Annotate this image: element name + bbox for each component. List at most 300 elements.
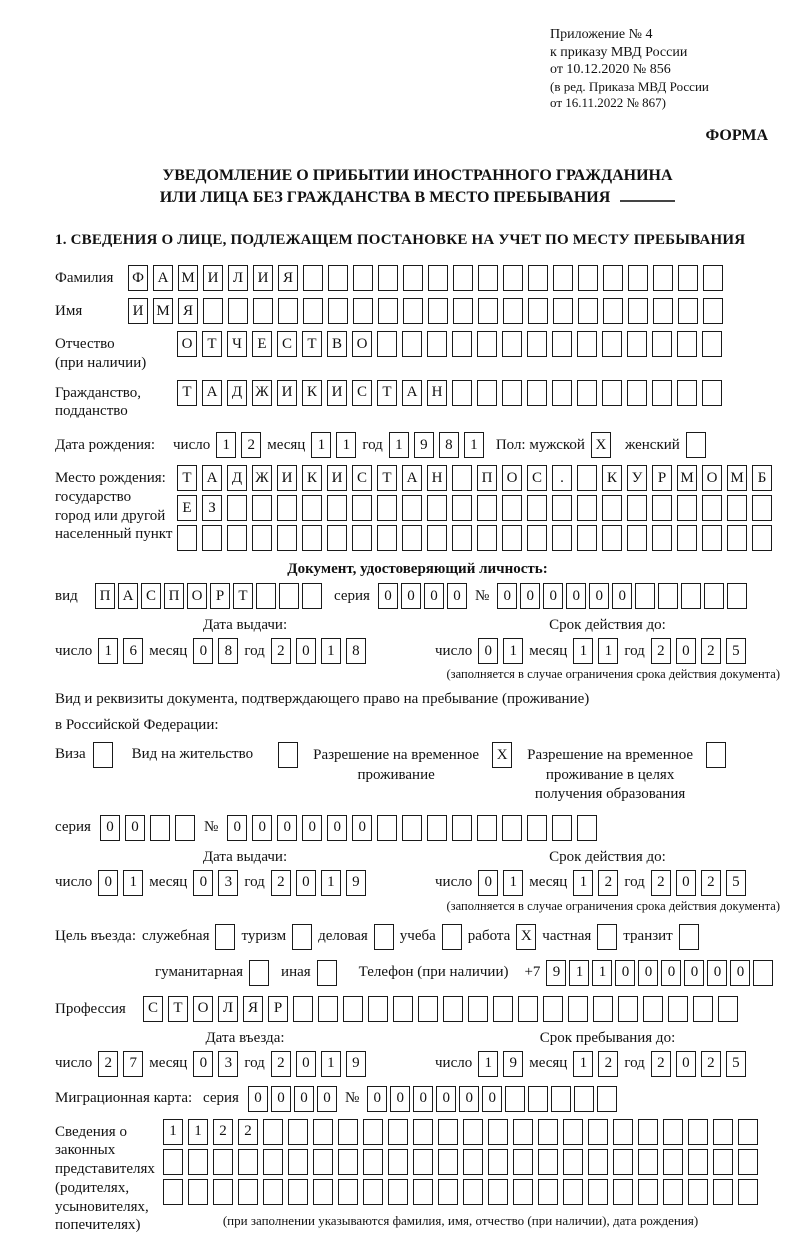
- form-cell: [413, 1179, 433, 1205]
- birth-place-cells-row1: [177, 465, 772, 491]
- birth-place-label-line3: город или другой: [55, 507, 166, 524]
- form-cell: [627, 380, 647, 406]
- form-cell: 0: [327, 815, 347, 841]
- form-cell: 2: [598, 870, 618, 896]
- form-cell: Ж: [252, 465, 272, 491]
- form-cell: 0: [447, 583, 467, 609]
- form-cell: 1: [503, 638, 523, 664]
- form-cell: [413, 1119, 433, 1145]
- residence-valid-note: (заполняется в случае ограничения срока действия документа): [446, 898, 780, 913]
- surname-row: [55, 265, 780, 291]
- form-cell: 1: [311, 432, 331, 458]
- doc-series-label: серия: [334, 587, 370, 604]
- month-cells: [573, 1051, 618, 1077]
- form-cell: [505, 1086, 525, 1112]
- purpose-official-checkbox: [215, 924, 235, 950]
- form-cell: 0: [277, 815, 297, 841]
- form-cell: 5: [726, 870, 746, 896]
- form-cell: [478, 265, 498, 291]
- form-cell: О: [193, 996, 213, 1022]
- form-cell: А: [202, 465, 222, 491]
- year-cells: [271, 638, 366, 664]
- form-cell: [574, 1086, 594, 1112]
- form-cell: 1: [336, 432, 356, 458]
- doc-number-cells: [497, 583, 747, 609]
- visa-label: Виза: [55, 746, 86, 763]
- name-row: [55, 298, 780, 324]
- month-cells: [311, 432, 356, 458]
- surname-cells: [128, 265, 723, 291]
- year-label: год: [244, 1055, 265, 1072]
- form-cell: [502, 815, 522, 841]
- form-cell: 2: [213, 1119, 233, 1145]
- form-cell: 2: [271, 1051, 291, 1077]
- issued-date-group: [55, 638, 366, 664]
- form-cell: [652, 495, 672, 521]
- purpose-label: Цель въезда:: [55, 928, 136, 945]
- residence-issued-col: [55, 849, 435, 896]
- representatives-label-line4: (родителях,: [55, 1179, 130, 1196]
- form-cell: [353, 298, 373, 324]
- year-label: год: [244, 642, 265, 659]
- form-cell: 1: [321, 638, 341, 664]
- form-cell: 1: [573, 638, 593, 664]
- form-cell: [378, 265, 398, 291]
- year-cells: [271, 870, 366, 896]
- form-cell: [538, 1119, 558, 1145]
- form-cell: [427, 495, 447, 521]
- form-cell: [488, 1179, 508, 1205]
- form-cell: [628, 298, 648, 324]
- residence-permit-label: Вид на жительство: [131, 746, 254, 763]
- form-cell: [427, 525, 447, 551]
- form-cell: С: [527, 465, 547, 491]
- form-cell: [603, 265, 623, 291]
- year-label: год: [362, 436, 383, 453]
- form-cell: П: [477, 465, 497, 491]
- form-cell: [602, 495, 622, 521]
- form-cell: [303, 298, 323, 324]
- form-cell: Л: [218, 996, 238, 1022]
- purpose-opt-label: транзит: [623, 928, 673, 945]
- migration-card-label: Миграционная карта:: [55, 1090, 193, 1107]
- form-cell: 2: [98, 1051, 118, 1077]
- form-cell: Т: [177, 380, 197, 406]
- form-cell: [402, 331, 422, 357]
- form-cell: П: [95, 583, 115, 609]
- residence-valid-col: [435, 849, 780, 896]
- purpose-tourism-checkbox: [292, 924, 312, 950]
- form-cell: [578, 298, 598, 324]
- representatives-label-line1: Сведения о: [55, 1123, 127, 1140]
- day-label: число: [173, 436, 211, 453]
- form-cell: Л: [228, 265, 248, 291]
- month-cells: [573, 870, 618, 896]
- form-cell: [163, 1179, 183, 1205]
- residence-series-label: серия: [55, 819, 91, 836]
- form-cell: [150, 815, 170, 841]
- form-cell: [613, 1119, 633, 1145]
- form-cell: 0: [661, 960, 681, 986]
- form-cell: [278, 298, 298, 324]
- migration-series-cells: [248, 1086, 337, 1112]
- doc-kind-cells: [95, 583, 322, 609]
- form-cell: 5: [726, 638, 746, 664]
- form-cell: [627, 495, 647, 521]
- form-cell: [452, 380, 472, 406]
- form-cell: 1: [321, 1051, 341, 1077]
- form-cell: 0: [730, 960, 750, 986]
- valid-date-group: [435, 638, 746, 664]
- valid-date-group: [435, 870, 746, 896]
- form-cell: 1: [188, 1119, 208, 1145]
- form-cell: 2: [651, 638, 671, 664]
- form-cell: [277, 525, 297, 551]
- form-cell: 0: [482, 1086, 502, 1112]
- representatives-label: [55, 1119, 155, 1235]
- citizenship-label: [55, 380, 177, 422]
- form-cell: Я: [243, 996, 263, 1022]
- form-cell: [427, 331, 447, 357]
- form-cell: [313, 1179, 333, 1205]
- form-cell: [279, 583, 299, 609]
- patronymic-label-line2: (при наличии): [55, 354, 147, 371]
- form-cell: [477, 380, 497, 406]
- form-cell: М: [677, 465, 697, 491]
- form-cell: [628, 265, 648, 291]
- form-cell: [602, 525, 622, 551]
- form-cell: [663, 1119, 683, 1145]
- month-label: месяц: [529, 642, 568, 659]
- form-cell: А: [402, 380, 422, 406]
- form-cell: [563, 1179, 583, 1205]
- phone-prefix: +7: [524, 964, 541, 981]
- form-cell: [252, 525, 272, 551]
- form-cell: [252, 495, 272, 521]
- form-cell: 1: [216, 432, 236, 458]
- form-cell: [713, 1119, 733, 1145]
- form-cell: 2: [651, 1051, 671, 1077]
- purpose-opt-label: частная: [542, 928, 592, 945]
- form-cell: В: [327, 331, 347, 357]
- form-cell: 0: [100, 815, 120, 841]
- sex-female-label: женский: [624, 436, 680, 453]
- form-cell: [478, 298, 498, 324]
- form-cell: [313, 1119, 333, 1145]
- form-title-line1: УВЕДОМЛЕНИЕ О ПРИБЫТИИ ИНОСТРАННОГО ГРАЖДАНИНА: [162, 167, 673, 184]
- section1-heading: 1. СВЕДЕНИЯ О ЛИЦЕ, ПОДЛЕЖАЩЕМ ПОСТАНОВКЕ НА УЧЕТ ПО МЕСТУ ПРЕБЫВАНИЯ: [55, 232, 746, 249]
- form-cell: [577, 380, 597, 406]
- form-cell: [738, 1149, 758, 1175]
- representatives-cells: [163, 1119, 758, 1229]
- citizenship-label-line2: подданство: [55, 403, 128, 420]
- form-cell: 9: [346, 1051, 366, 1077]
- citizenship-cells: [177, 380, 722, 406]
- form-cell: [553, 265, 573, 291]
- form-cell: [552, 815, 572, 841]
- forma-label: ФОРМА: [705, 127, 768, 144]
- form-cell: [493, 996, 513, 1022]
- form-cell: 0: [367, 1086, 387, 1112]
- form-cell: .: [552, 465, 572, 491]
- form-cell: [177, 525, 197, 551]
- form-cell: И: [128, 298, 148, 324]
- purpose-work-checkbox: X: [516, 924, 536, 950]
- form-cell: [393, 996, 413, 1022]
- purpose-row2: [155, 960, 780, 986]
- form-cell: 0: [193, 1051, 213, 1077]
- form-cell: П: [164, 583, 184, 609]
- form-cell: [388, 1149, 408, 1175]
- form-cell: Р: [210, 583, 230, 609]
- form-cell: С: [352, 465, 372, 491]
- citizenship-label-line1: Гражданство,: [55, 384, 142, 401]
- appendix-line: от 16.11.2022 № 867): [550, 94, 667, 110]
- form-cell: [313, 1149, 333, 1175]
- month-label: месяц: [149, 1055, 188, 1072]
- day-label: число: [55, 874, 93, 891]
- form-cell: 0: [478, 638, 498, 664]
- form-cell: 0: [352, 815, 372, 841]
- form-cell: [188, 1149, 208, 1175]
- representatives-cells-row2: [163, 1149, 758, 1175]
- form-cell: [552, 331, 572, 357]
- temp-residence-option: [307, 742, 512, 785]
- residence-intro-line1: Вид и реквизиты документа, подтверждающего право на пребывание (проживание): [55, 691, 590, 708]
- form-cell: [256, 583, 276, 609]
- form-cell: [477, 331, 497, 357]
- form-cell: 0: [302, 815, 322, 841]
- form-cell: 0: [543, 583, 563, 609]
- form-cell: [213, 1179, 233, 1205]
- form-cell: 0: [294, 1086, 314, 1112]
- entry-date-group: [55, 1051, 366, 1077]
- purpose-row: [55, 924, 780, 950]
- form-cell: 1: [389, 432, 409, 458]
- form-cell: [527, 525, 547, 551]
- form-cell: 1: [573, 1051, 593, 1077]
- form-cell: [613, 1179, 633, 1205]
- visa-checkbox: [93, 742, 113, 768]
- form-cell: [227, 525, 247, 551]
- stay-until-heading: Срок пребывания до:: [539, 1029, 676, 1046]
- form-cell: [577, 525, 597, 551]
- form-cell: 0: [676, 870, 696, 896]
- form-cell: [588, 1119, 608, 1145]
- purpose-opt-label: работа: [467, 928, 511, 945]
- appendix-line: (в ред. Приказа МВД России: [550, 78, 709, 94]
- form-cell: [388, 1179, 408, 1205]
- form-cell: [553, 298, 573, 324]
- form-cell: 0: [296, 870, 316, 896]
- purpose-opt-label: деловая: [318, 928, 368, 945]
- form-cell: 1: [573, 870, 593, 896]
- form-cell: Е: [177, 495, 197, 521]
- form-cell: 8: [346, 638, 366, 664]
- valid-heading: Срок действия до:: [549, 848, 666, 865]
- form-cell: [577, 815, 597, 841]
- form-cell: [477, 525, 497, 551]
- representatives-label-line2: законных: [55, 1142, 116, 1159]
- representatives-label-line6: попечителях): [55, 1217, 141, 1234]
- form-cell: [638, 1149, 658, 1175]
- representatives-label-line3: представителях: [55, 1161, 155, 1178]
- purpose-opt-label: туризм: [241, 928, 287, 945]
- form-cell: [377, 815, 397, 841]
- day-cells: [216, 432, 261, 458]
- form-cell: [468, 996, 488, 1022]
- form-cell: [703, 265, 723, 291]
- identity-valid-note: (заполняется в случае ограничения срока действия документа): [446, 667, 780, 682]
- form-cell: [302, 525, 322, 551]
- migration-series-label: серия: [203, 1090, 239, 1107]
- form-cell: О: [702, 465, 722, 491]
- purpose-private-checkbox: [597, 924, 617, 950]
- day-label: число: [435, 1055, 473, 1072]
- form-cell: И: [277, 465, 297, 491]
- edu-residence-label: Разрешение на временное проживание в целях получения образования: [527, 747, 694, 803]
- form-cell: [238, 1149, 258, 1175]
- patronymic-row: [55, 331, 780, 373]
- day-label: число: [55, 642, 93, 659]
- form-cell: [463, 1179, 483, 1205]
- identity-doc-dates: [55, 617, 780, 664]
- form-cell: 0: [459, 1086, 479, 1112]
- form-cell: [738, 1179, 758, 1205]
- form-cell: [402, 525, 422, 551]
- form-cell: [328, 265, 348, 291]
- form-cell: И: [327, 380, 347, 406]
- form-cell: [302, 583, 322, 609]
- form-cell: 0: [296, 1051, 316, 1077]
- form-cell: [263, 1179, 283, 1205]
- form-cell: 1: [592, 960, 612, 986]
- form-cell: [288, 1119, 308, 1145]
- year-cells: [271, 1051, 366, 1077]
- form-cell: [552, 525, 572, 551]
- form-cell: [328, 298, 348, 324]
- form-cell: О: [352, 331, 372, 357]
- name-cells: [128, 298, 723, 324]
- profession-label: Профессия: [55, 1000, 126, 1017]
- form-cell: [752, 495, 772, 521]
- form-cell: [663, 1179, 683, 1205]
- form-cell: [453, 265, 473, 291]
- form-cell: [578, 265, 598, 291]
- form-cell: [518, 996, 538, 1022]
- form-cell: К: [302, 380, 322, 406]
- form-cell: Р: [652, 465, 672, 491]
- surname-label: Фамилия: [55, 270, 114, 287]
- birth-date-row: [55, 432, 780, 458]
- identity-doc-heading: Документ, удостоверяющий личность:: [287, 561, 548, 578]
- form-cell: [528, 1086, 548, 1112]
- day-cells: [98, 638, 143, 664]
- month-label: месяц: [149, 642, 188, 659]
- form-cell: 1: [464, 432, 484, 458]
- form-cell: [713, 1179, 733, 1205]
- form-cell: А: [202, 380, 222, 406]
- month-cells: [193, 1051, 238, 1077]
- form-cell: [418, 996, 438, 1022]
- form-cell: Н: [427, 465, 447, 491]
- appendix-line: к приказу МВД России: [550, 44, 688, 60]
- purpose-transit-checkbox: [679, 924, 699, 950]
- form-cell: 0: [520, 583, 540, 609]
- form-cell: [428, 298, 448, 324]
- form-title: [55, 165, 780, 208]
- form-cell: А: [153, 265, 173, 291]
- form-title-line2: [55, 187, 780, 209]
- male-checkbox: X: [591, 432, 611, 458]
- form-cell: [677, 495, 697, 521]
- form-cell: Т: [168, 996, 188, 1022]
- form-cell: 1: [598, 638, 618, 664]
- form-cell: [727, 525, 747, 551]
- form-cell: [702, 380, 722, 406]
- form-cell: [593, 996, 613, 1022]
- stay-until-date-group: [435, 1051, 746, 1077]
- form-cell: 0: [296, 638, 316, 664]
- form-cell: [338, 1149, 358, 1175]
- form-cell: Н: [427, 380, 447, 406]
- form-cell: Я: [278, 265, 298, 291]
- form-cell: 6: [123, 638, 143, 664]
- day-cells: [98, 1051, 143, 1077]
- form-cell: Д: [227, 465, 247, 491]
- form-cell: [443, 996, 463, 1022]
- form-cell: М: [178, 265, 198, 291]
- migration-card-row: [55, 1086, 780, 1112]
- form-cell: Ч: [227, 331, 247, 357]
- form-cell: О: [177, 331, 197, 357]
- form-cell: 9: [546, 960, 566, 986]
- form-cell: [438, 1119, 458, 1145]
- form-cell: 0: [401, 583, 421, 609]
- birth-place-label-line1: Место рождения:: [55, 470, 166, 487]
- patronymic-label: [55, 331, 177, 373]
- form-cell: [488, 1119, 508, 1145]
- form-cell: [513, 1149, 533, 1175]
- form-cell: [602, 380, 622, 406]
- form-cell: Т: [377, 465, 397, 491]
- form-cell: [753, 960, 773, 986]
- form-cell: 0: [612, 583, 632, 609]
- form-cell: Т: [202, 331, 222, 357]
- form-cell: [213, 1149, 233, 1175]
- form-cell: 1: [478, 1051, 498, 1077]
- form-cell: [502, 525, 522, 551]
- day-cells: [478, 1051, 523, 1077]
- form-title-line2-text: ИЛИ ЛИЦА БЕЗ ГРАЖДАНСТВА В МЕСТО ПРЕБЫВАНИЯ: [159, 188, 611, 206]
- form-cell: 1: [569, 960, 589, 986]
- birth-date-group: [173, 432, 484, 458]
- form-cell: К: [302, 465, 322, 491]
- month-label: месяц: [529, 874, 568, 891]
- form-cell: [678, 265, 698, 291]
- birth-place-cells-row3: [177, 525, 772, 551]
- day-cells: [98, 870, 143, 896]
- form-cell: 0: [436, 1086, 456, 1112]
- form-cell: [588, 1149, 608, 1175]
- form-cell: [288, 1149, 308, 1175]
- form-cell: 0: [193, 870, 213, 896]
- form-cell: 0: [413, 1086, 433, 1112]
- form-cell: И: [277, 380, 297, 406]
- residence-intro-line2: в Российской Федерации:: [55, 717, 219, 734]
- form-cell: [528, 298, 548, 324]
- form-cell: [293, 996, 313, 1022]
